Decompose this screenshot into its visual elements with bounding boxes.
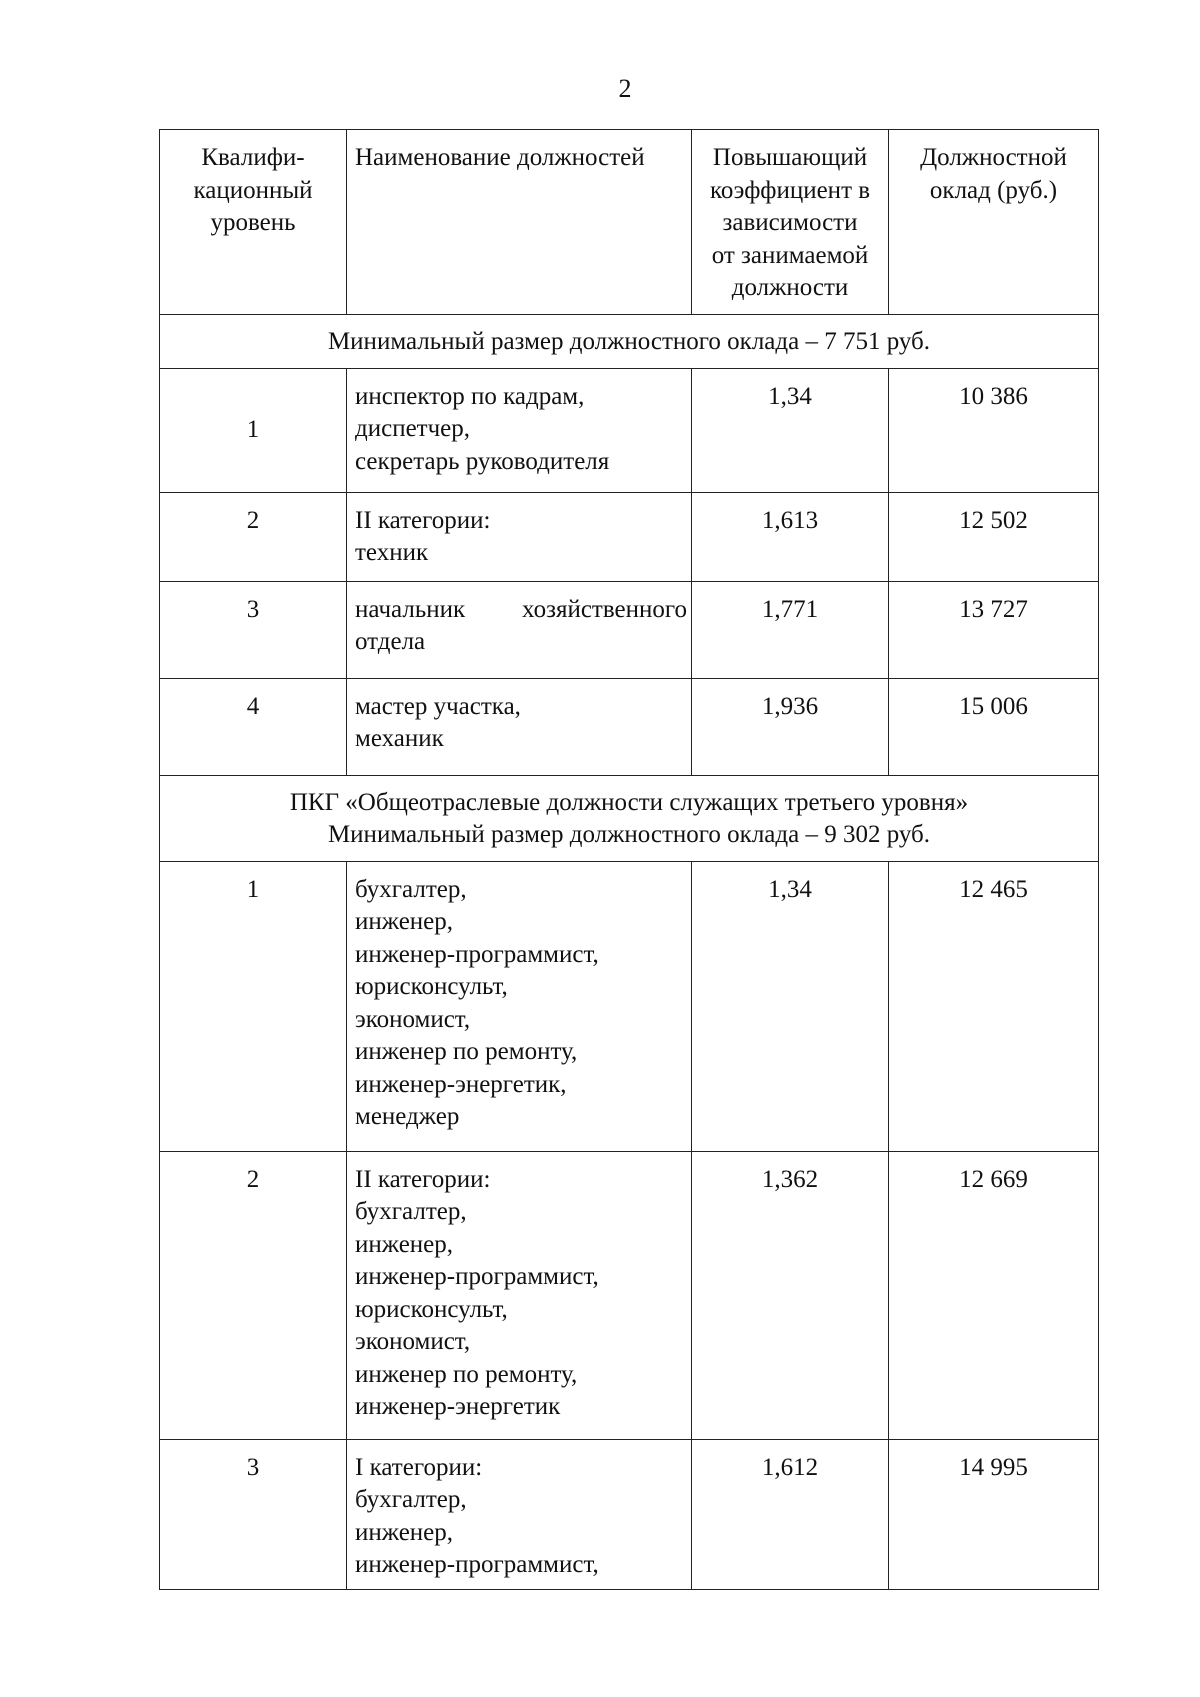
position-name: мастер участка, bbox=[355, 692, 521, 720]
header-salary-line: Должностной bbox=[920, 144, 1067, 171]
header-level-line: кационный bbox=[193, 176, 313, 204]
position-name: начальник хозяйственного bbox=[355, 595, 687, 623]
position-name: II категории: bbox=[355, 506, 491, 534]
table-row bbox=[160, 678, 1099, 775]
position-name: диспетчер, bbox=[355, 415, 471, 442]
coefficient-cell: 1,34 bbox=[692, 861, 889, 1151]
coefficient-cell: 1,771 bbox=[692, 581, 889, 678]
position-name: II категории: bbox=[355, 1165, 491, 1193]
section-header bbox=[160, 315, 1099, 369]
position-name: механик bbox=[355, 725, 444, 752]
salary-cell: 12 465 bbox=[889, 861, 1099, 1151]
position-names-cell bbox=[347, 581, 692, 678]
position-name: бухгалтер, bbox=[355, 1486, 467, 1513]
position-name: экономист, bbox=[355, 1005, 471, 1033]
header-coefficient-line: должности bbox=[731, 274, 849, 301]
header-coefficient bbox=[692, 130, 889, 315]
level-cell: 2 bbox=[160, 492, 347, 581]
position-name: инженер-программист, bbox=[355, 940, 599, 968]
salary-cell: 12 502 bbox=[889, 492, 1099, 581]
position-name: инженер, bbox=[355, 908, 454, 935]
coefficient-cell: 1,612 bbox=[692, 1439, 889, 1589]
header-coefficient-line: коэффициент в bbox=[709, 176, 871, 204]
table-header-row bbox=[160, 130, 1099, 315]
level-cell: 2 bbox=[160, 1151, 347, 1439]
level-cell: 4 bbox=[160, 678, 347, 775]
position-name: инженер, bbox=[355, 1230, 454, 1258]
position-name: бухгалтер, bbox=[355, 875, 467, 903]
salary-cell: 15 006 bbox=[889, 678, 1099, 775]
header-level bbox=[160, 130, 347, 315]
table-row bbox=[160, 368, 1099, 492]
header-coefficient-line: Повышающий bbox=[712, 144, 868, 171]
header-salary-line: оклад (руб.) bbox=[929, 176, 1058, 204]
table-row bbox=[160, 861, 1099, 1151]
position-names-cell bbox=[347, 1151, 692, 1439]
section-header bbox=[160, 775, 1099, 861]
position-name: инженер по ремонту, bbox=[355, 1360, 578, 1388]
header-coefficient-line: от занимаемой bbox=[711, 241, 869, 269]
level-cell: 1 bbox=[160, 368, 347, 492]
position-name: инженер-программист, bbox=[355, 1263, 599, 1290]
level-cell: 3 bbox=[160, 581, 347, 678]
position-name: техник bbox=[355, 539, 429, 566]
coefficient-cell: 1,613 bbox=[692, 492, 889, 581]
header-coefficient-line: зависимости bbox=[722, 209, 858, 236]
salary-cell: 14 995 bbox=[889, 1439, 1099, 1589]
position-name: бухгалтер, bbox=[355, 1198, 467, 1225]
level-cell: 1 bbox=[160, 861, 347, 1151]
position-name: инженер по ремонту, bbox=[355, 1038, 578, 1065]
position-names-cell bbox=[347, 1439, 692, 1589]
table-row bbox=[160, 581, 1099, 678]
level-cell: 3 bbox=[160, 1439, 347, 1589]
position-name: инженер-энергетик, bbox=[355, 1070, 567, 1098]
position-name: отдела bbox=[355, 628, 426, 655]
salary-table bbox=[159, 129, 1099, 1590]
position-names-cell bbox=[347, 678, 692, 775]
position-names-cell bbox=[347, 861, 692, 1151]
coefficient-cell: 1,936 bbox=[692, 678, 889, 775]
coefficient-cell: 1,362 bbox=[692, 1151, 889, 1439]
position-names-cell bbox=[347, 368, 692, 492]
position-name: менеджер bbox=[355, 1103, 460, 1130]
position-name: юрисконсульт, bbox=[355, 1295, 508, 1323]
section-line: Минимальный размер должностного оклада – 9 302 руб. bbox=[327, 821, 931, 848]
salary-cell: 12 669 bbox=[889, 1151, 1099, 1439]
salary-cell: 10 386 bbox=[889, 368, 1099, 492]
position-name: экономист, bbox=[355, 1328, 471, 1355]
section-line: Минимальный размер должностного оклада – 7 751 руб. bbox=[327, 328, 931, 355]
table-row bbox=[160, 1439, 1099, 1589]
position-name: юрисконсульт, bbox=[355, 973, 508, 1000]
position-name: инженер, bbox=[355, 1518, 454, 1546]
salary-cell: 13 727 bbox=[889, 581, 1099, 678]
section-header-row bbox=[160, 315, 1099, 369]
header-name bbox=[347, 130, 692, 315]
header-level-line: Квалифи- bbox=[201, 144, 305, 171]
coefficient-cell: 1,34 bbox=[692, 368, 889, 492]
position-name: инспектор по кадрам, bbox=[355, 382, 585, 410]
header-salary bbox=[889, 130, 1099, 315]
position-name: секретарь руководителя bbox=[355, 447, 610, 475]
position-names-cell bbox=[347, 492, 692, 581]
section-header-row bbox=[160, 775, 1099, 861]
position-name: I категории: bbox=[355, 1453, 483, 1481]
table-row bbox=[160, 1151, 1099, 1439]
position-name: инженер-программист, bbox=[355, 1551, 599, 1578]
section-line: ПКГ «Общеотраслевые должности служащих третьего уровня» bbox=[289, 788, 969, 816]
position-name: инженер-энергетик bbox=[355, 1393, 561, 1420]
page-number: 2 bbox=[618, 74, 632, 103]
header-name-text: Наименование должностей bbox=[355, 144, 645, 171]
header-level-line: уровень bbox=[210, 209, 296, 236]
table-row bbox=[160, 492, 1099, 581]
